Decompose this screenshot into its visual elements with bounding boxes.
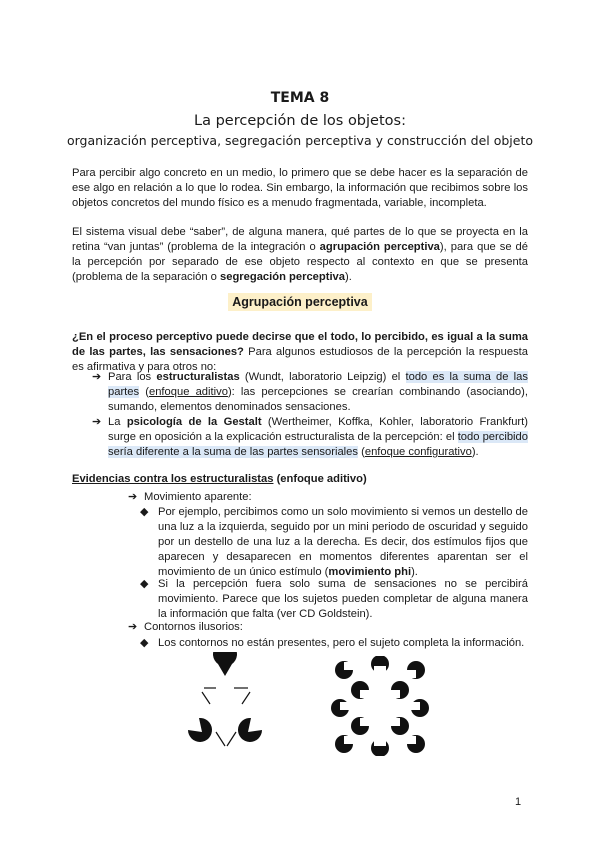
- question-paragraph: ¿En el proceso perceptivo puede decirse que el todo, lo percibido, es igual a la suma de las partes, las sensaciones? Para algunos estudiosos de la percepción la respuesta es afirmativa y para otros no:: [72, 331, 528, 373]
- kanizsa-triangle-figure: [172, 652, 278, 752]
- arrow-icon: ➔: [128, 621, 138, 633]
- bullet-contours: ➔ Contornos ilusorios:: [128, 621, 243, 633]
- intro-paragraph: Para percibir algo concreto en un medio, lo primero que se debe hacer es la separación de ese algo en relación a lo que lo rodea. Sin embargo, la información que recibimos sobre los objetos concretos del mundo físico es a menudo fragmentada, variable, incompleta.: [72, 167, 528, 209]
- arrow-icon: ➔: [92, 416, 102, 428]
- page-subtitle: organización perceptiva, segregación perceptiva y construcción del objeto: [66, 133, 533, 148]
- diamond-icon: ◆: [140, 637, 149, 649]
- arrow-icon: ➔: [92, 371, 102, 383]
- diamond-icon: ◆: [140, 578, 149, 590]
- bullet-movement: ➔ Movimiento aparente:: [128, 491, 252, 503]
- bullet-structuralists: ➔ Para los estructuralistas (Wundt, laboratorio Leipzig) el todo es la suma de las partes (enfoque aditivo): las percepciones se crearían combinando (asociando), sumando, elementos denominados sensaciones.: [92, 371, 528, 413]
- section-title: Agrupación perceptiva: [228, 293, 371, 311]
- system-paragraph: El sistema visual debe “saber”, de alguna manera, qué partes de lo que se proyecta en la retina “van juntas” (problema de la integración o agrupación perceptiva), para que se dé la percepción por separado de ese objeto respecto al contexto en que se presenta (problema de la separación o segregación perceptiva).: [72, 226, 528, 283]
- sub-bullet-sensations: ◆ Si la percepción fuera solo suma de sensaciones no se percibirá movimiento. Parece que los sujetos pueden completar de alguna manera la información que falta (ver CD Goldstein).: [140, 578, 528, 620]
- page-number: 1: [515, 796, 522, 808]
- sub-bullet-contours: ◆ Los contornos no están presentes, pero el sujeto completa la información.: [140, 637, 525, 649]
- tema-heading: TEMA 8: [270, 90, 330, 106]
- evidence-heading: Evidencias contra los estructuralistas (enfoque aditivo): [72, 473, 367, 485]
- illusory-contours-figure: [330, 656, 430, 756]
- sub-bullet-phi: ◆ Por ejemplo, percibimos como un solo movimiento si vemos un destello de una luz a la izquierda, seguido por un mini periodo de oscuridad y seguido por un destello de una luz a la derecha. Es decir, dos estímulos fijos que aparecen y desaparecen en momentos diferentes aparentan ser el movimiento de un único estímulo (movimiento phi).: [140, 506, 528, 578]
- arrow-icon: ➔: [128, 491, 138, 503]
- page-title: La percepción de los objetos:: [194, 113, 406, 129]
- section-heading-wrap: [0, 293, 600, 311]
- bullet-gestalt: ➔ La psicología de la Gestalt (Wertheimer, Koffka, Kohler, laboratorio Frankfurt) surge en oposición a la explicación estructuralista de la percepción: el todo percibido sería diferente a la suma de las partes sensoriales (enfoque configurativo).: [92, 416, 528, 458]
- diamond-icon: ◆: [140, 506, 149, 518]
